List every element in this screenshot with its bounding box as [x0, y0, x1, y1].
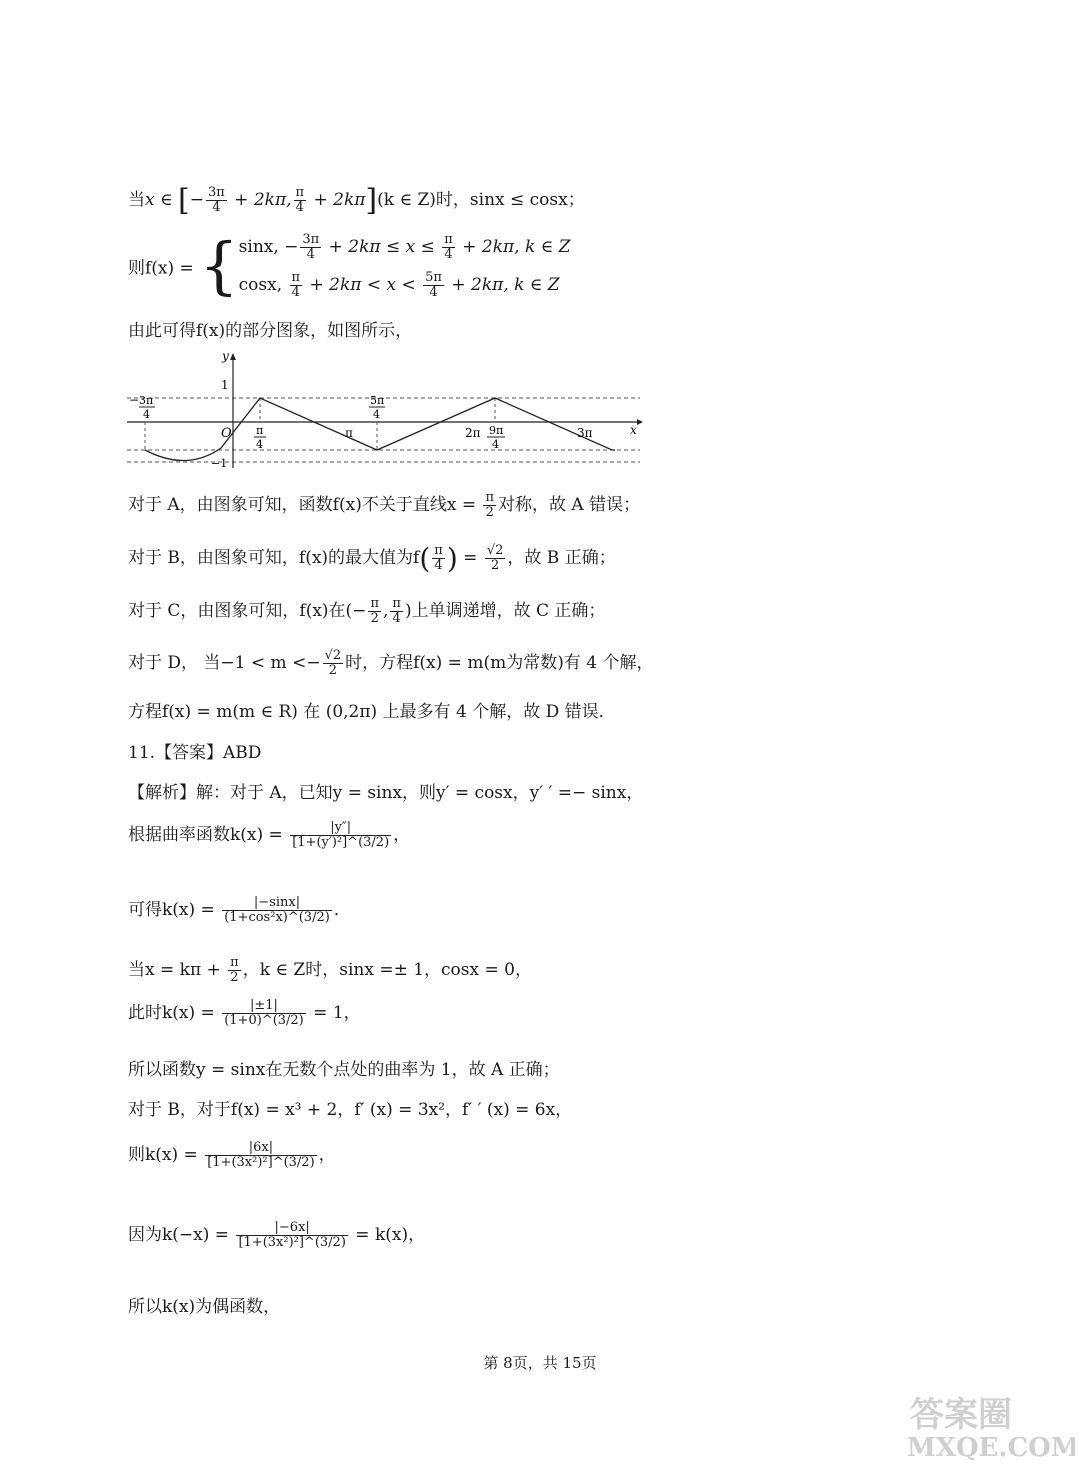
- curvature-formula: 根据曲率函数k(x) = $\frac{|y''|}{\text{[1+(y′)²]\textasciicircum{}(3/2)}}$ ，: [128, 820, 411, 850]
- tick-5pi4-den: 4: [373, 408, 380, 421]
- x-axis-arrow: [637, 419, 643, 425]
- bracket: [: [177, 183, 190, 218]
- curvature-b: 则k(x) = $\frac{|6x|}{\text{[1+(3x²)²]\textasciicircum{}(3/2)}}$ ，: [128, 1140, 336, 1170]
- tick-9pi4-den: 4: [492, 438, 499, 451]
- fraction: $\frac{3\pi}{4}$: [207, 185, 225, 215]
- watermark-logo: [905, 1388, 1075, 1460]
- when-line: 当x = kπ + $\frac{\pi}{2}$ ，k ∈ Z时，sinx =± 1，cosx = 0，: [128, 955, 532, 985]
- option-a: 对于 A，由图象可知，函数f(x)不关于直线x = $\frac{\pi}{2}$ 对称，故 A 错误；: [128, 490, 641, 520]
- case-row-2: cosx, $\frac{\pi}{4}$ + 2kπ < x < $\frac{5\pi}{4}$ + 2kπ, k ∈ Z: [238, 270, 560, 300]
- neg-sign: −: [129, 393, 140, 407]
- y-label: y: [222, 350, 229, 363]
- tick-neg3pi4-num: 3π: [139, 394, 154, 407]
- tick-pi4-num: π: [256, 424, 264, 437]
- x-label: x: [630, 423, 637, 437]
- option-b-analysis: 对于 B，对于f(x) = x³ + 2，f′ (x) = 3x²，f′ ′ (x) = 6x，: [128, 1100, 573, 1120]
- tick-pi4-den: 4: [256, 438, 263, 451]
- fraction: $\frac{\pi}{4}$: [295, 185, 305, 215]
- origin-label: O: [221, 426, 232, 441]
- tick-2pi: 2π: [465, 426, 481, 440]
- tick-pi: π: [345, 426, 353, 440]
- option-d: 对于 D， 当−1 < m <− $\frac{√2}{2}$ 时，方程f(x) = m(m为常数)有 4 个解，: [128, 648, 654, 678]
- text: 则f(x) =: [128, 258, 200, 279]
- curvature-sin: 可得k(x) = $\frac{|-\sin x|}{\text{(1+cos²x)\textasciicircum{}(3/2)}}$ ．: [128, 895, 351, 925]
- brace: {: [199, 229, 239, 302]
- tick-minus-one: −1: [211, 457, 228, 470]
- page-footer: 第 8页，共 15页: [483, 1354, 597, 1372]
- svg-text:答案圈: 答案圈: [910, 1395, 1012, 1435]
- tick-neg3pi4-den: 4: [143, 408, 150, 421]
- text: 当: [128, 190, 145, 210]
- even-conclusion: 所以k(x)为偶函数，: [128, 1297, 281, 1317]
- option-b: 对于 B，由图象可知，f(x)的最大值为f( $\frac{\pi}{4}$ ) = $\frac{√2}{2}$ ，故 B 正确；: [128, 542, 616, 575]
- text: (k ∈ Z)时，sinx ≤ cosx；: [377, 190, 585, 210]
- cases: [239, 228, 571, 304]
- text-line: 由此可得f(x)的部分图象，如图所示，: [128, 321, 413, 341]
- option-d-cont: 方程f(x) = m(m ∈ R) 在 (0,2π) 上最多有 4 个解，故 D 错误．: [128, 702, 616, 722]
- option-c: 对于 C，由图象可知，f(x)在(− $\frac{\pi}{2}$ , $\frac{\pi}{4}$ )上单调递增，故 C 正确；: [128, 596, 606, 626]
- then-line: 此时k(x) = $\frac{|\pm 1|}{(1+0)\^{}(3/2)}$ = 1，: [128, 998, 361, 1028]
- text: x ∈: [145, 190, 178, 210]
- piecewise-definition: [128, 228, 570, 304]
- tick-3pi: 3π: [577, 426, 593, 440]
- text: + 2kπ,: [228, 190, 292, 210]
- svg-text:MXQE.COM: MXQE.COM: [907, 1433, 1075, 1460]
- text: + 2kπ: [308, 190, 366, 210]
- text: −: [189, 190, 204, 210]
- tick-one: 1: [221, 378, 229, 392]
- tick-9pi4-num: 9π: [489, 424, 504, 437]
- y-axis-arrow: [230, 353, 236, 360]
- even-check: 因为k(−x) = $\frac{|-6x|}{\text{[1+(3x²)²]\textasciicircum{}(3/2)}}$ = k(x)，: [128, 1220, 426, 1250]
- case-row-1: sinx, − $\frac{3\pi}{4}$ + 2kπ ≤ x ≤ $\frac{\pi}{4}$ + 2kπ, k ∈ Z: [238, 232, 571, 262]
- analysis-line: 【解析】解：对于 A，已知y = sinx，则y′ = cosx，y′ ′ =− sinx，: [128, 783, 644, 803]
- function-graph: [125, 350, 645, 475]
- answer-heading: 11.【答案】ABD: [128, 743, 262, 763]
- tick-5pi4-num: 5π: [370, 394, 385, 407]
- bracket: ]: [365, 183, 378, 218]
- conclusion-a: 所以函数y = sinx在无数个点处的曲率为 1，故 A 正确；: [128, 1060, 560, 1080]
- condition-line: [128, 183, 585, 218]
